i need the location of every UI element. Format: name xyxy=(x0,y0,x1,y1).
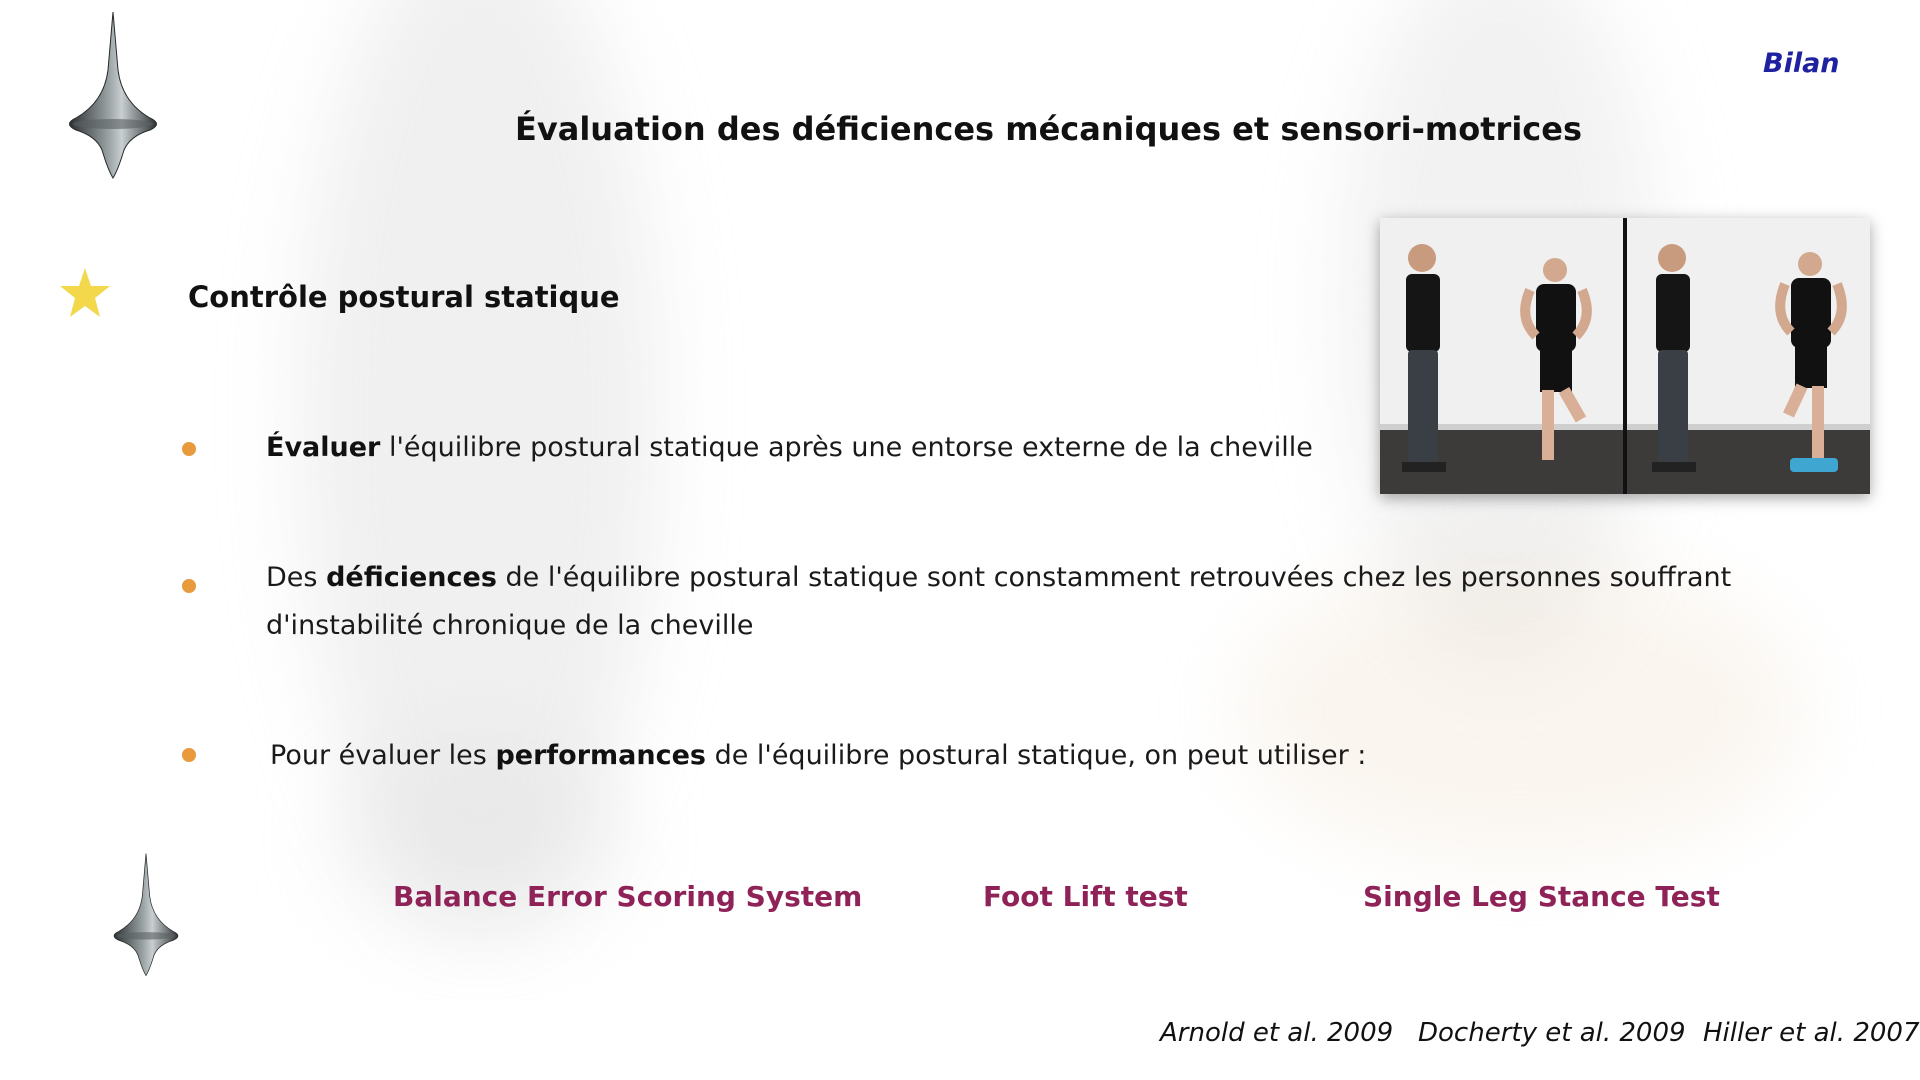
page-title: Évaluation des déficiences mécaniques et sensori-motrices xyxy=(515,110,1582,148)
bullet-emphasis: déficiences xyxy=(326,562,497,593)
bullet-text xyxy=(266,554,1826,650)
bullet-text xyxy=(270,732,1366,780)
test-name-single-leg-stance: Single Leg Stance Test xyxy=(1363,880,1720,913)
reference-citation: Docherty et al. 2009 xyxy=(1418,1018,1686,1048)
section-label: Bilan xyxy=(1763,48,1840,79)
test-name-bess: Balance Error Scoring System xyxy=(393,880,863,913)
bullet-emphasis: Évaluer xyxy=(266,432,381,463)
bullet-dot xyxy=(182,442,196,456)
bullet-emphasis: performances xyxy=(495,740,706,771)
spinning-top-icon xyxy=(90,852,202,977)
star-icon xyxy=(58,266,112,320)
spinning-top-icon xyxy=(38,10,188,180)
balance-test-photo xyxy=(1380,218,1870,494)
test-name-foot-lift: Foot Lift test xyxy=(983,880,1188,913)
bullet-rest: de l'équilibre postural statique sont constamment retrouvées chez les personnes souffrant d'instabilité chronique de la cheville xyxy=(266,562,1732,641)
bullet-dot xyxy=(182,579,196,593)
bullet-pre: Pour évaluer les xyxy=(270,740,496,771)
bullet-rest: l'équilibre postural statique après une entorse externe de la cheville xyxy=(380,432,1313,463)
bullet-rest: de l'équilibre postural statique, on peut utiliser : xyxy=(705,740,1367,771)
bullet-pre: Des xyxy=(266,562,327,593)
reference-citation: Hiller et al. 2007 xyxy=(1703,1018,1920,1048)
bullet-dot xyxy=(182,748,196,762)
section-subtitle: Contrôle postural statique xyxy=(188,280,620,314)
bullet-text xyxy=(266,424,1313,472)
reference-citation: Arnold et al. 2009 xyxy=(1160,1018,1394,1048)
